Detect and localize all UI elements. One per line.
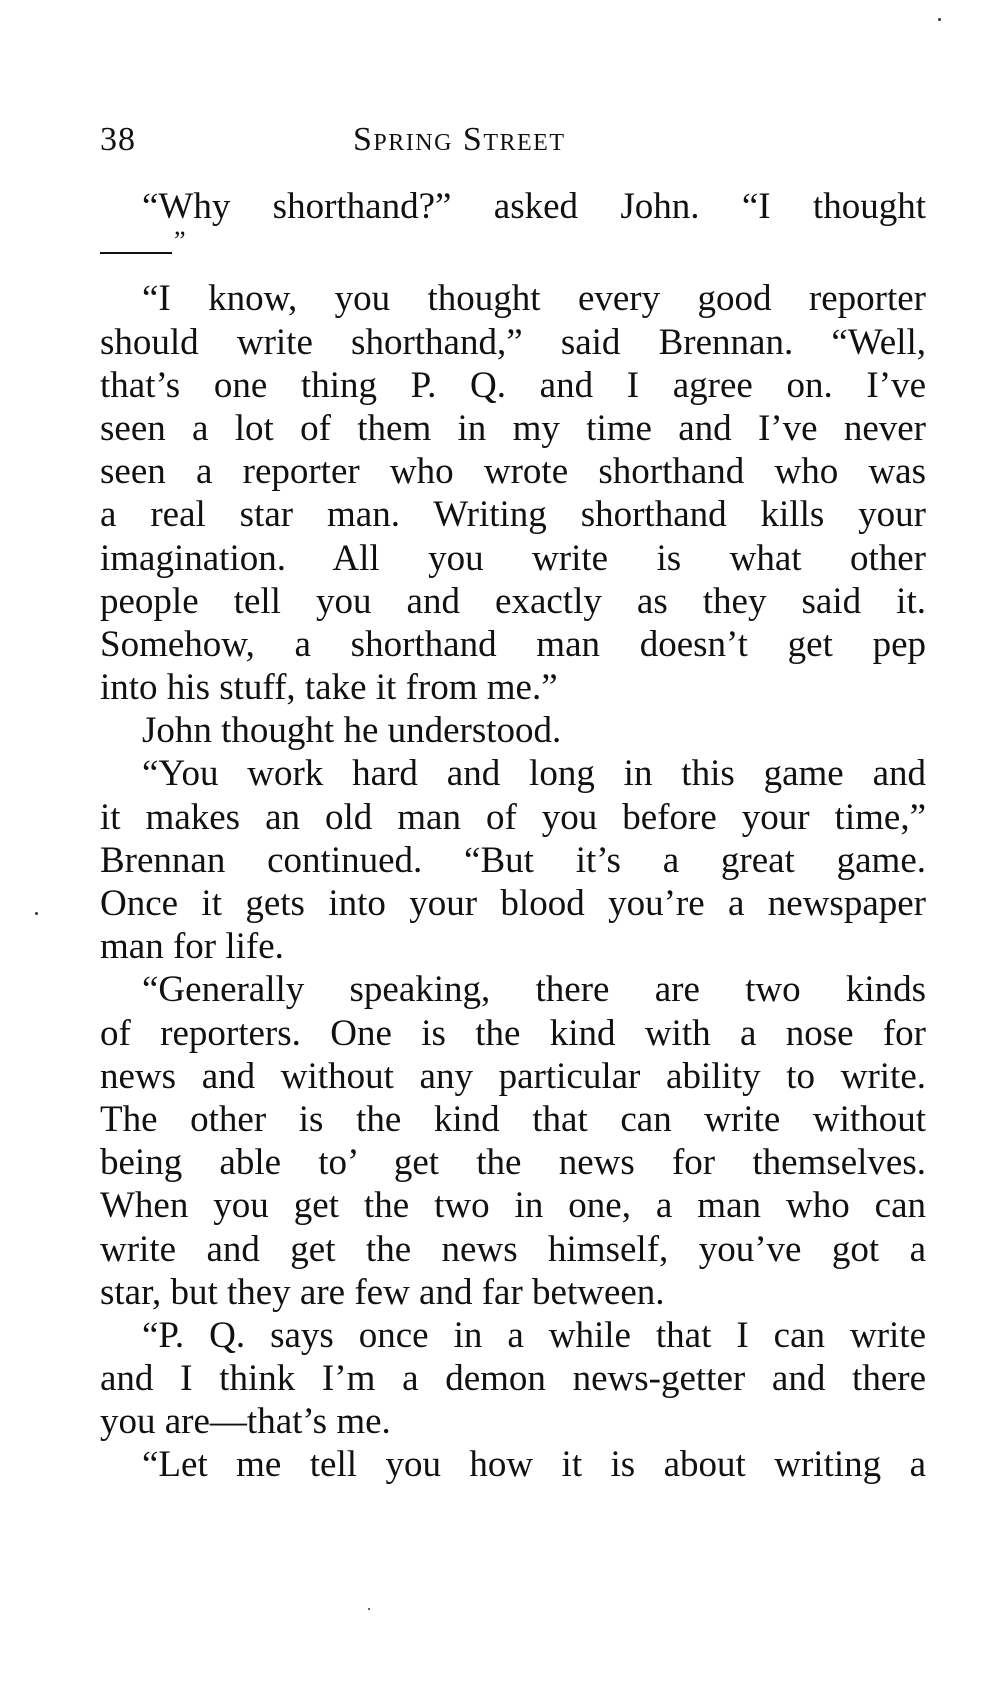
text-line: star, but they are few and far between.	[100, 1271, 665, 1313]
print-speck	[368, 1608, 370, 1610]
text-line: “Why shorthand?” asked John. “I thought	[142, 186, 926, 227]
text-line: write and get the news himself, you’ve got a	[100, 1228, 926, 1270]
text-line: that’s one thing P. Q. and I agree on. I’ve	[100, 364, 926, 406]
text-line: “Generally speaking, there are two kinds	[142, 969, 926, 1011]
text-line: seen a reporter who wrote shorthand who was	[100, 451, 926, 493]
text-line: John thought he understood.	[142, 710, 562, 752]
text-line: seen a lot of them in my time and I’ve never	[100, 407, 926, 449]
text-line: you are—that’s me.	[100, 1401, 391, 1443]
page-number: 38	[100, 121, 136, 158]
running-head	[100, 115, 650, 165]
closing-quote: ”	[174, 226, 186, 256]
text-line: “Let me tell you how it is about writing a	[142, 1444, 926, 1486]
running-title: Spring Street	[353, 121, 566, 158]
text-line: news and without any particular ability to write.	[100, 1055, 926, 1097]
text-line: “P. Q. says once in a while that I can write	[142, 1314, 926, 1356]
body-text	[100, 185, 926, 1487]
text-line: “You work hard and long in this game and	[142, 753, 926, 795]
text-line: of reporters. One is the kind with a nose for	[100, 1012, 926, 1054]
text-line: Once it gets into your blood you’re a newspaper	[100, 883, 926, 924]
text-line: The other is the kind that can write without	[100, 1098, 926, 1140]
text-line: being able to’ get the news for themselves.	[100, 1142, 926, 1184]
text-line-dash	[100, 228, 926, 271]
print-speck	[938, 18, 941, 21]
text-line: man for life.	[100, 926, 284, 968]
print-speck	[35, 912, 38, 915]
text-line: people tell you and exactly as they said it.	[100, 580, 926, 622]
text-line: imagination. All you write is what other	[100, 537, 926, 579]
text-line: into his stuff, take it from me.”	[100, 667, 558, 709]
text-line: When you get the two in one, a man who can	[100, 1185, 926, 1227]
text-line: it makes an old man of you before your time,”	[100, 796, 926, 838]
text-line: Brennan continued. “But it’s a great game.	[100, 839, 926, 881]
text-line: Somehow, a shorthand man doesn’t get pep	[100, 623, 926, 665]
text-line: a real star man. Writing shorthand kills your	[100, 494, 926, 536]
text-line: and I think I’m a demon news-getter and there	[100, 1358, 926, 1400]
em-dash-rule	[100, 252, 172, 254]
text-line: “I know, you thought every good reporter	[142, 278, 926, 320]
text-line: should write shorthand,” said Brennan. “Well,	[100, 321, 926, 363]
